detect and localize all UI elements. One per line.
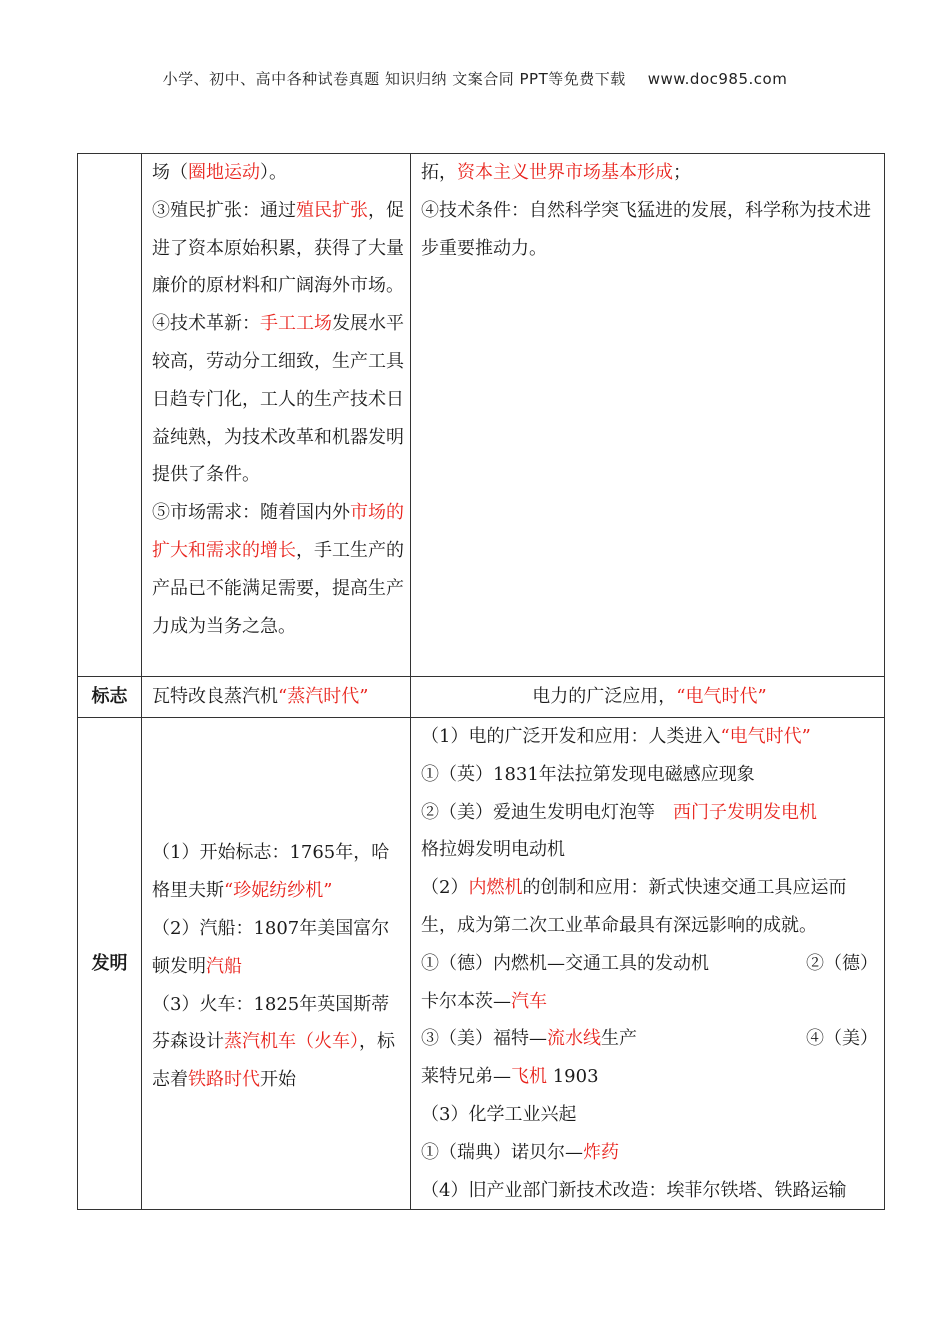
paragraph: ③（美）福特—流水线生产 ④（美） bbox=[421, 1028, 878, 1050]
paragraph: （1）电的广泛开发和应用：人类进入“电气时代” bbox=[421, 726, 811, 747]
highlight: 汽车 bbox=[511, 990, 547, 1012]
paragraph: ⑤市场需求：随着国内外市场的扩大和需求的增长，手工生产的产品已不能满足需要，提高生产力成为当务之急。 bbox=[152, 502, 404, 637]
row-label-empty bbox=[78, 154, 142, 677]
header-url[interactable]: www.doc985.com bbox=[647, 70, 788, 88]
highlight: 圈地运动 bbox=[188, 162, 260, 183]
highlight: 西门子发明发电机 bbox=[673, 801, 817, 823]
comparison-table bbox=[77, 153, 885, 1210]
paragraph: ①（英）1831年法拉第发现电磁感应现象 bbox=[421, 763, 755, 785]
highlight: 炸药 bbox=[583, 1141, 619, 1163]
highlight: 汽船 bbox=[206, 955, 242, 977]
highlight: “电气时代” bbox=[720, 726, 811, 747]
table-row-marker bbox=[78, 677, 885, 718]
paragraph: （2）内燃机的创制和应用：新式快速交通工具应运而生，成为第二次工业革命最具有深远影响的成就。 bbox=[421, 877, 847, 936]
highlight: 流水线 bbox=[547, 1028, 601, 1050]
page-header bbox=[0, 68, 950, 89]
highlight: 铁路时代 bbox=[188, 1069, 260, 1091]
highlight: 资本主义世界市场基本形成 bbox=[457, 162, 673, 183]
paragraph: 格拉姆发明电动机 bbox=[421, 839, 565, 861]
highlight: “珍妮纺纱机” bbox=[224, 880, 333, 902]
paragraph: 莱特兄弟—飞机 1903 bbox=[421, 1066, 599, 1088]
first-revolution-inventions bbox=[142, 718, 411, 1210]
highlight: 手工工场 bbox=[260, 313, 332, 335]
paragraph: ①（瑞典）诺贝尔—炸药 bbox=[421, 1141, 619, 1163]
highlight: 殖民扩张 bbox=[296, 199, 368, 221]
highlight: 飞机 bbox=[511, 1066, 547, 1088]
paragraph: ③殖民扩张：通过殖民扩张，促进了资本原始积累，获得了大量廉价的原材料和广阔海外市场。 bbox=[152, 199, 404, 297]
paragraph: ④技术条件：自然科学突飞猛进的发展，科学称为技术进步重要推动力。 bbox=[421, 199, 871, 259]
second-revolution-inventions bbox=[411, 718, 885, 1210]
first-revolution-conditions bbox=[142, 154, 411, 677]
paragraph: ②（美）爱迪生发明电灯泡等 西门子发明发电机 bbox=[421, 801, 817, 823]
paragraph: （3）火车：1825年英国斯蒂芬森设计蒸汽机车（火车），标志着铁路时代开始 bbox=[152, 993, 395, 1091]
paragraph: （1）开始标志：1765年，哈格里夫斯“珍妮纺纱机” bbox=[152, 842, 390, 902]
table-row-inventions bbox=[78, 718, 885, 1210]
paragraph: （3）化学工业兴起 bbox=[421, 1103, 577, 1125]
paragraph: （4）旧产业部门新技术改造：埃菲尔铁塔、铁路运输 bbox=[421, 1179, 847, 1201]
second-revolution-conditions bbox=[411, 154, 885, 677]
paragraph: 卡尔本茨—汽车 bbox=[421, 990, 547, 1012]
paragraph: ④技术革新：手工工场发展水平较高，劳动分工细致，生产工具日趋专门化，工人的生产技术日益纯熟，为技术改革和机器发明提供了条件。 bbox=[152, 313, 404, 486]
row-label-marker: 标志 bbox=[78, 677, 142, 718]
highlight: 市场的扩大和需求的增长 bbox=[152, 502, 404, 561]
paragraph: （2）汽船：1807年美国富尔顿发明汽船 bbox=[152, 917, 390, 977]
highlight: “蒸汽时代” bbox=[278, 686, 369, 707]
highlight: 内燃机 bbox=[468, 877, 523, 899]
paragraph: ①（德）内燃机—交通工具的发动机 ②（德） bbox=[421, 952, 878, 974]
table-row-conditions bbox=[78, 154, 885, 677]
first-revolution-marker: 瓦特改良蒸汽机“蒸汽时代” bbox=[142, 677, 411, 718]
header-text: 小学、初中、高中各种试卷真题 知识归纳 文案合同 PPT等免费下载 bbox=[162, 70, 626, 88]
second-revolution-marker: 电力的广泛应用，“电气时代” bbox=[411, 677, 885, 718]
paragraph: 拓，资本主义世界市场基本形成； bbox=[421, 162, 691, 183]
highlight: “电气时代” bbox=[676, 686, 767, 707]
highlight: 蒸汽机车（火车） bbox=[224, 1031, 359, 1053]
paragraph: 场（圈地运动）。 bbox=[152, 162, 287, 183]
row-label-inventions: 发明 bbox=[78, 718, 142, 1210]
